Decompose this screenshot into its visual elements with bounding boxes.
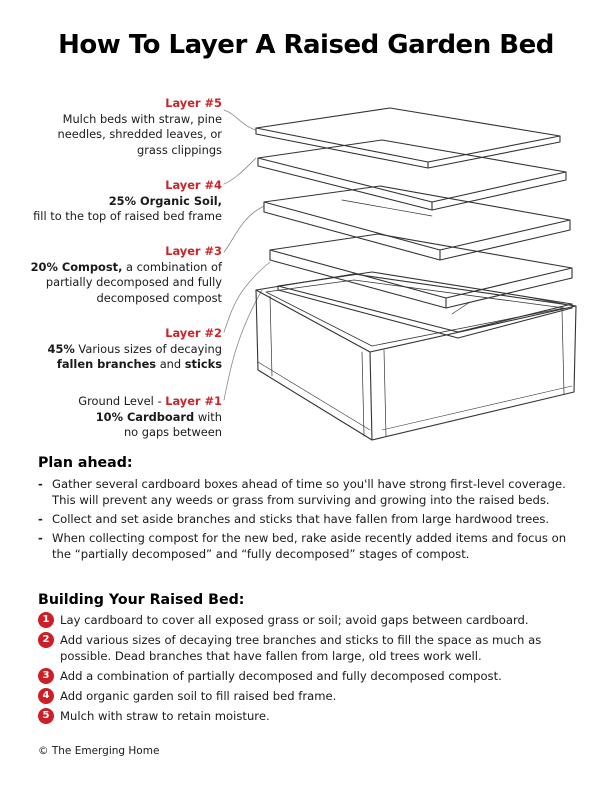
layer-2-line1: Various sizes of decaying <box>74 341 222 356</box>
layer-1-prefix: Ground Level - <box>78 394 166 408</box>
bullet-dash: - <box>38 531 43 545</box>
building-heading: Building Your Raised Bed: <box>38 592 245 608</box>
step-number-badge: 2 <box>38 632 54 648</box>
layer-4-name: Layer #4 <box>165 178 222 192</box>
leader-lines <box>224 110 270 400</box>
layer-4-line2: fill to the top of raised bed frame <box>33 209 222 224</box>
leader-line-4 <box>224 158 256 184</box>
layer-1-label <box>10 394 222 441</box>
layer-4-slab <box>258 140 566 210</box>
layer-5-line2: needles, shredded leaves, or <box>57 127 222 142</box>
step-number-badge: 3 <box>38 668 54 684</box>
step-number-badge: 1 <box>38 612 54 628</box>
layer-5-line1: Mulch beds with straw, pine <box>62 111 222 126</box>
step-text: Mulch with straw to retain moisture. <box>60 709 270 723</box>
layer-2-name: Layer #2 <box>165 326 222 340</box>
leader-line-3 <box>224 206 264 252</box>
layer-1-slab <box>278 272 572 338</box>
plan-item-text: When collecting compost for the new bed, rake aside recently added items and focus on the “partially decomposed” and “fully decomposed” stages of compost. <box>52 531 567 561</box>
step-text: Add various sizes of decaying tree branches and sticks to fill the space as much as possible. Dead branches that have fallen from large, old trees work well. <box>60 633 542 663</box>
layer-3-line3: decomposed compost <box>96 290 222 305</box>
plan-item <box>38 511 578 527</box>
layer-2-bold3: sticks <box>184 357 222 372</box>
layer-1-line1: with <box>194 409 222 424</box>
step-text: Add a combination of partially decomposed and fully decomposed compost. <box>60 669 502 683</box>
page-title: How To Layer A Raised Garden Bed <box>58 30 554 60</box>
layer-1-bold: 10% Cardboard <box>95 409 195 424</box>
leader-line-5 <box>224 110 256 130</box>
layer-2-label <box>10 326 222 373</box>
bullet-dash: - <box>38 512 43 526</box>
raised-bed-diagram <box>222 100 602 450</box>
step-item <box>38 668 578 684</box>
layer-3-line2: partially decomposed and fully <box>45 275 222 290</box>
layer-4-label <box>10 178 222 225</box>
layer-4-bold: 25% Organic Soil, <box>108 193 222 208</box>
layer-3-name: Layer #3 <box>165 244 222 258</box>
layer-5-slab <box>256 108 560 168</box>
copyright-notice: © The Emerging Home <box>38 745 160 757</box>
plan-ahead-heading: Plan ahead: <box>38 455 133 471</box>
layer-2-and: and <box>156 357 185 372</box>
layer-5-line3: grass clippings <box>137 142 222 157</box>
layer-3-bold: 20% Compost, <box>30 259 123 274</box>
step-number-badge: 4 <box>38 688 54 704</box>
layer-5-label <box>10 96 222 158</box>
step-text: Lay cardboard to cover all exposed grass or soil; avoid gaps between cardboard. <box>60 613 529 627</box>
step-number-badge: 5 <box>38 708 54 724</box>
step-text: Add organic garden soil to fill raised bed frame. <box>60 689 337 703</box>
plan-item <box>38 476 578 508</box>
layer-2-bold2: fallen branches <box>56 357 157 372</box>
bullet-dash: - <box>38 477 43 491</box>
step-item <box>38 688 578 704</box>
building-steps-list <box>38 612 578 728</box>
layer-1-name: Layer #1 <box>165 394 222 408</box>
leader-line-2 <box>224 262 270 332</box>
layer-1-line2: no gaps between <box>123 425 222 440</box>
plan-item <box>38 530 578 562</box>
plan-item-text: Gather several cardboard boxes ahead of time so you'll have strong first-level coverage. This will prevent any weeds or grass from surviving and growing into the raised beds. <box>52 477 566 507</box>
layer-3-slab <box>264 186 570 260</box>
step-item <box>38 708 578 724</box>
layer-2-bold: 45% <box>47 341 75 356</box>
step-item <box>38 632 578 664</box>
raised-bed-frame <box>256 274 576 440</box>
plan-ahead-list <box>38 476 578 565</box>
plan-item-text: Collect and set aside branches and sticks that have fallen from large hardwood trees. <box>52 512 550 526</box>
layer-5-name: Layer #5 <box>165 96 222 110</box>
layer-3-label <box>10 244 222 306</box>
step-item <box>38 612 578 628</box>
layer-3-line1: a combination of <box>122 259 222 274</box>
